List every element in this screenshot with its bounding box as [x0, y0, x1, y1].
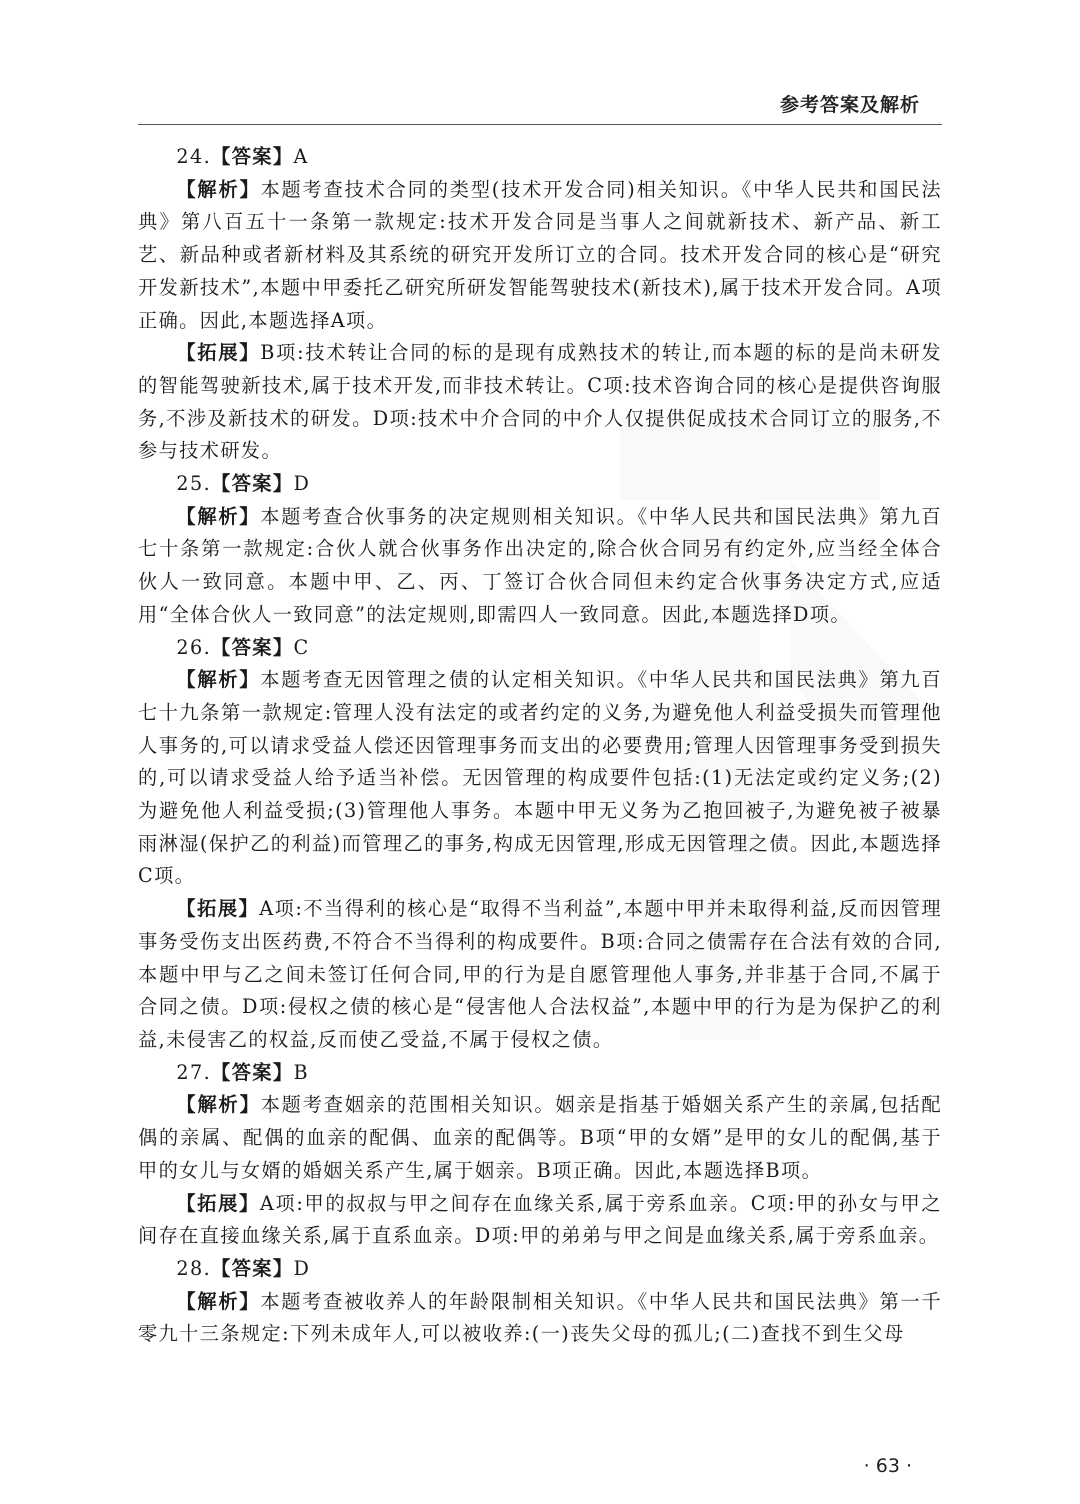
- extension-tag: 【拓展】: [176, 1191, 260, 1215]
- analysis-text: 本题考查姻亲的范围相关知识。姻亲是指基于婚姻关系产生的亲属,包括配偶的亲属、配偶的血亲的配偶、血亲的配偶等。B项“甲的女婿”是甲的女儿的配偶,基于甲的女儿与女婿的婚姻关系产生,属于姻亲。B项正确。因此,本题选择B项。: [138, 1093, 942, 1182]
- question-25-answer-line: [138, 468, 942, 501]
- question-26-analysis: [138, 664, 942, 893]
- answer-tag: 【答案】: [211, 1060, 294, 1084]
- header-rule: [138, 124, 942, 125]
- page-number: · 63 ·: [863, 1455, 912, 1477]
- running-head: 参考答案及解析: [779, 94, 920, 116]
- question-27-answer-line: [138, 1057, 942, 1090]
- analysis-tag: 【解析】: [176, 177, 261, 201]
- question-number: 27.: [176, 1060, 212, 1084]
- answer-value: D: [293, 472, 311, 496]
- question-27-extension: [138, 1188, 942, 1253]
- extension-text: A项:甲的叔叔与甲之间存在血缘关系,属于旁系血亲。C项:甲的孙女与甲之间存在直接血缘关系,属于直系血亲。D项:甲的弟弟与甲之间是血缘关系,属于旁系血亲。: [138, 1191, 942, 1248]
- question-24-analysis: [138, 174, 942, 338]
- answer-content: [138, 141, 942, 1351]
- question-number: 26.: [176, 635, 212, 659]
- question-24-extension: [138, 337, 942, 468]
- analysis-text: 本题考查技术合同的类型(技术开发合同)相关知识。《中华人民共和国民法典》第八百五十一条第一款规定:技术开发合同是当事人之间就新技术、新产品、新工艺、新品种或者新材料及其系统的研究开发所订立的合同。技术开发合同的核心是“研究开发新技术”,本题中甲委托乙研究所研发智能驾驶技术(新技术),属于技术开发合同。A项正确。因此,本题选择A项。: [138, 177, 942, 332]
- question-26-extension: [138, 893, 942, 1057]
- analysis-tag: 【解析】: [176, 504, 261, 528]
- answer-tag: 【答案】: [211, 635, 294, 659]
- question-27-analysis: [138, 1089, 942, 1187]
- analysis-text: 本题考查合伙事务的决定规则相关知识。《中华人民共和国民法典》第九百七十条第一款规定:合伙人就合伙事务作出决定的,除合伙合同另有约定外,应当经全体合伙人一致同意。本题中甲、乙、丙、丁签订合伙合同但未约定合伙事务决定方式,应适用“全体合伙人一致同意”的法定规则,即需四人一致同意。因此,本题选择D项。: [138, 504, 942, 626]
- extension-text: A项:不当得利的核心是“取得不当利益”,本题中甲并未取得利益,反而因管理事务受伤支出医药费,不符合不当得利的构成要件。B项:合同之债需存在合法有效的合同,本题中甲与乙之间未签订任何合同,甲的行为是自愿管理他人事务,并非基于合同,不属于合同之债。D项:侵权之债的核心是“侵害他人合法权益”,本题中甲的行为是为保护乙的利益,未侵害乙的权益,反而使乙受益,不属于侵权之债。: [138, 897, 942, 1051]
- answer-value: B: [293, 1060, 309, 1084]
- question-28-answer-line: [138, 1253, 942, 1286]
- question-25-analysis: [138, 501, 942, 632]
- answer-tag: 【答案】: [211, 1256, 294, 1280]
- answer-value: C: [293, 635, 310, 659]
- analysis-tag: 【解析】: [176, 668, 261, 692]
- question-28-analysis: [138, 1286, 942, 1351]
- question-24-answer-line: [138, 141, 942, 174]
- question-number: 28.: [176, 1256, 212, 1280]
- extension-tag: 【拓展】: [176, 341, 261, 365]
- answer-value: D: [293, 1256, 311, 1280]
- extension-tag: 【拓展】: [176, 897, 260, 921]
- question-26-answer-line: [138, 632, 942, 665]
- analysis-text: 本题考查无因管理之债的认定相关知识。《中华人民共和国民法典》第九百七十九条第一款规定:管理人没有法定的或者约定的义务,为避免他人利益受损失而管理他人事务的,可以请求受益人偿还因管理事务而支出的必要费用;管理人因管理事务受到损失的,可以请求受益人给予适当补偿。无因管理的构成要件包括:(1)无法定或约定义务;(2)为避免他人利益受损;(3)管理他人事务。本题中甲无义务为乙抱回被子,为避免被子被暴雨淋湿(保护乙的利益)而管理乙的事务,构成无因管理,形成无因管理之债。因此,本题选择C项。: [138, 668, 942, 888]
- analysis-text: 本题考查被收养人的年龄限制相关知识。《中华人民共和国民法典》第一千零九十三条规定:下列未成年人,可以被收养:(一)丧失父母的孤儿;(二)查找不到生父母: [138, 1289, 942, 1346]
- analysis-tag: 【解析】: [176, 1093, 261, 1117]
- extension-text: B项:技术转让合同的标的是现有成熟技术的转让,而本题的标的是尚未研发的智能驾驶新技术,属于技术开发,而非技术转让。C项:技术咨询合同的核心是提供咨询服务,不涉及新技术的研发。D项:技术中介合同的中介人仅提供促成技术合同订立的服务,不参与技术研发。: [138, 341, 942, 463]
- answer-value: A: [293, 145, 309, 168]
- answer-tag: 【答案】: [211, 145, 294, 168]
- question-number: 25.: [176, 472, 212, 496]
- answer-tag: 【答案】: [211, 472, 294, 496]
- question-number: 24.: [176, 145, 212, 168]
- analysis-tag: 【解析】: [176, 1289, 261, 1313]
